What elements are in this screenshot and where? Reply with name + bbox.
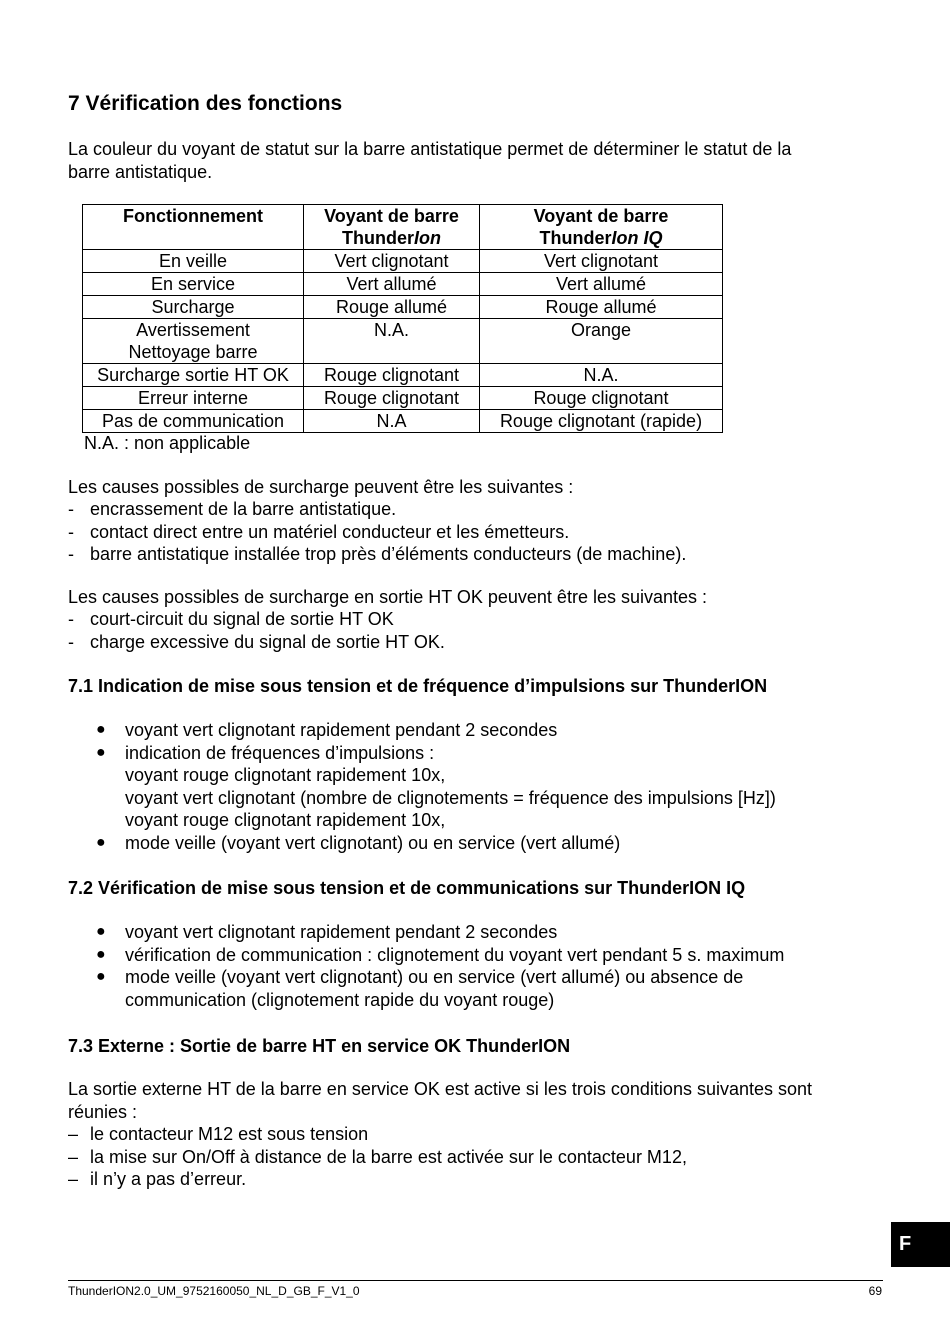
bullet-marker: ● [96, 945, 106, 963]
dash-marker: – [68, 1124, 79, 1144]
dash-marker: - [68, 631, 74, 652]
table-cell: Rouge clignotant [480, 387, 723, 410]
table-cell: Erreur interne [83, 387, 304, 410]
table-row [83, 319, 723, 364]
subsection-heading-7-3: 7.3 Externe : Sortie de barre HT en service OK ThunderION [68, 1036, 571, 1056]
table-cell: Rouge clignotant [304, 364, 480, 387]
table-body [83, 250, 723, 433]
intro-line: barre antistatique. [68, 161, 213, 182]
list-item-text: barre antistatique installée trop près d’éléments conducteurs (de machine). [90, 544, 687, 564]
table-cell: En service [83, 273, 304, 296]
paragraph-line: réunies : [68, 1101, 138, 1122]
list-item-text: voyant vert clignotant (nombre de clignotements = fréquence des impulsions [Hz]) [125, 787, 776, 808]
page-number: 69 [868, 1284, 882, 1298]
bullet-marker: ● [96, 833, 106, 851]
column-header-text: Voyant de barre [533, 206, 669, 226]
column-header-text: Thunder [539, 228, 612, 248]
conditions-list [68, 1123, 687, 1191]
list-item-text: la mise sur On/Off à distance de la barre est activée sur le contacteur M12, [90, 1146, 687, 1167]
list-item [96, 944, 876, 967]
table-cell: Rouge clignotant [304, 387, 480, 410]
table-row [83, 410, 723, 433]
list-item-text: communication (clignotement rapide du voyant rouge) [125, 989, 555, 1010]
column-header [480, 205, 723, 250]
table-row [83, 296, 723, 319]
list-item [96, 742, 876, 832]
list-item [96, 832, 876, 855]
column-header [83, 205, 304, 250]
footer-divider [68, 1280, 883, 1281]
bullet-list-7-2 [96, 921, 876, 1011]
status-table [82, 204, 723, 433]
list-item-text: mode veille (voyant vert clignotant) ou en service (vert allumé) [125, 832, 621, 853]
list-item-text: voyant rouge clignotant rapidement 10x, [125, 765, 446, 785]
language-tab: F [891, 1222, 950, 1267]
bullet-marker: ● [96, 743, 106, 761]
table-cell: Vert clignotant [304, 250, 480, 273]
table-cell: Rouge allumé [304, 296, 480, 319]
intro-line: La couleur du voyant de statut sur la barre antistatique permet de déterminer le statut de la [68, 139, 792, 159]
table-cell: N.A. [304, 319, 480, 364]
list-item [96, 921, 876, 944]
table-cell: Surcharge sortie HT OK [83, 364, 304, 387]
subsection-heading-7-1: 7.1 Indication de mise sous tension et de fréquence d’impulsions sur ThunderION [68, 676, 768, 696]
dash-marker: - [68, 521, 74, 542]
table-cell: Avertissement Nettoyage barre [83, 319, 304, 364]
list-item [68, 543, 686, 566]
bullet-marker: ● [96, 923, 106, 940]
table-cell: N.A. [480, 364, 723, 387]
table-cell: Rouge clignotant (rapide) [480, 410, 723, 433]
dash-marker: – [68, 1146, 79, 1167]
ht-output-paragraph [68, 1078, 868, 1123]
list-item [68, 631, 445, 654]
list-item-text: voyant vert clignotant rapidement pendant 2 secondes [125, 720, 558, 740]
dash-marker: - [68, 499, 74, 519]
subsection-heading-7-2: 7.2 Vérification de mise sous tension et de communications sur ThunderION IQ [68, 878, 746, 898]
causes-lead: Les causes possibles de surcharge peuvent être les suivantes : [68, 477, 574, 497]
causes-list [68, 498, 686, 566]
dash-marker: - [68, 609, 74, 629]
table-header-row [83, 205, 723, 250]
table-cell: Surcharge [83, 296, 304, 319]
table-cell: Vert allumé [480, 273, 723, 296]
list-item [68, 1168, 687, 1191]
table-note: N.A. : non applicable [84, 433, 251, 453]
dash-marker: – [68, 1169, 79, 1189]
table-row [83, 387, 723, 410]
list-item-text: il n’y a pas d’erreur. [90, 1169, 247, 1189]
section-heading: 7 Vérification des fonctions [68, 92, 343, 115]
causes-ht-lead: Les causes possibles de surcharge en sortie HT OK peuvent être les suivantes : [68, 587, 708, 607]
table-cell: Vert clignotant [480, 250, 723, 273]
column-header [304, 205, 480, 250]
table-row [83, 273, 723, 296]
table-cell: Rouge allumé [480, 296, 723, 319]
list-item [68, 1123, 687, 1146]
column-header-text: Thunder [342, 228, 414, 248]
list-item [96, 966, 876, 1011]
bullet-list-7-1 [96, 719, 876, 854]
causes-ht-list [68, 608, 445, 653]
table-cell: Orange [480, 319, 723, 364]
column-header-text: Fonctionnement [123, 206, 263, 226]
table-row [83, 364, 723, 387]
intro-paragraph [68, 138, 868, 183]
list-item-text: voyant rouge clignotant rapidement 10x, [125, 810, 446, 830]
table-cell: En veille [83, 250, 304, 273]
column-header-text: Voyant de barre [324, 206, 459, 226]
list-item-text: contact direct entre un matériel conducteur et les émetteurs. [90, 521, 570, 542]
column-header-italic: Ion [414, 228, 441, 248]
list-item-text: court-circuit du signal de sortie HT OK [90, 609, 394, 629]
footer-document-id: ThunderION2.0_UM_9752160050_NL_D_GB_F_V1_0 [68, 1284, 360, 1298]
dash-marker: - [68, 544, 74, 564]
column-header-italic: Ion IQ [611, 228, 663, 248]
table-row [83, 250, 723, 273]
list-item-text: voyant vert clignotant rapidement pendant 2 secondes [125, 922, 558, 942]
list-item-text: mode veille (voyant vert clignotant) ou en service (vert allumé) ou absence de [125, 967, 744, 987]
list-item-text: indication de fréquences d’impulsions : [125, 742, 435, 763]
table-cell: N.A [304, 410, 480, 433]
list-item [96, 719, 876, 742]
list-item [68, 521, 686, 544]
list-item-text: encrassement de la barre antistatique. [90, 499, 397, 519]
list-item [68, 498, 686, 521]
list-item-text: charge excessive du signal de sortie HT OK. [90, 631, 445, 652]
list-item [68, 608, 445, 631]
bullet-marker: ● [96, 968, 106, 985]
list-item-text: le contacteur M12 est sous tension [90, 1124, 369, 1144]
list-item [68, 1146, 687, 1169]
table-cell: Pas de communication [83, 410, 304, 433]
table-cell: Vert allumé [304, 273, 480, 296]
list-item-text: vérification de communication : clignotement du voyant vert pendant 5 s. maximum [125, 944, 785, 965]
bullet-marker: ● [96, 721, 106, 738]
paragraph-line: La sortie externe HT de la barre en service OK est active si les trois conditions suivantes sont [68, 1079, 813, 1099]
